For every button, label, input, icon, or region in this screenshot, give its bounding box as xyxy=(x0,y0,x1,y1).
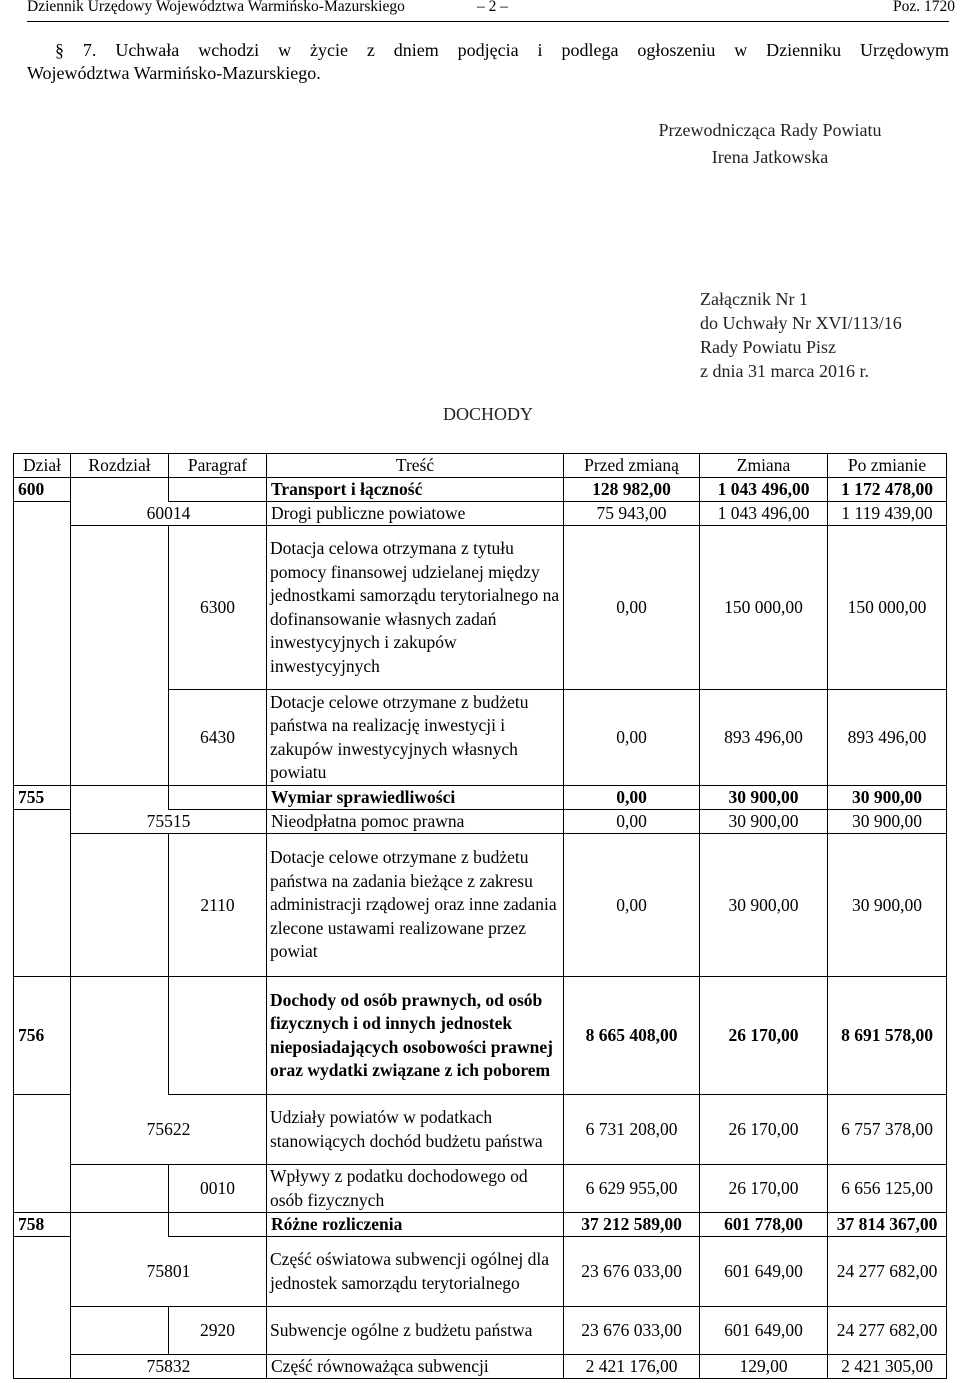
cell-przed: 37 212 589,00 xyxy=(564,1213,700,1237)
cell-rozdzial: 75801 xyxy=(71,1237,267,1307)
cell-po: 6 656 125,00 xyxy=(828,1165,947,1213)
cell-rozdzial xyxy=(71,977,169,1095)
cell-paragraf xyxy=(169,1213,267,1237)
cell-tresc: Udziały powiatów w podatkach stanowiących dochód budżetu państwa xyxy=(267,1095,564,1165)
cell-po: 24 277 682,00 xyxy=(828,1237,947,1307)
annex-block xyxy=(700,287,902,383)
cell-przed: 2 421 176,00 xyxy=(564,1355,700,1379)
header-dzial: Dział xyxy=(14,454,71,478)
header-paragraf: Paragraf xyxy=(169,454,267,478)
cell-po: 2 421 305,00 xyxy=(828,1355,947,1379)
cell-dzial: 600 xyxy=(14,478,71,502)
annex-line-3: Rady Powiatu Pisz xyxy=(700,337,837,357)
cell-paragraf: 6430 xyxy=(169,690,267,786)
header-rozdzial: Rozdział xyxy=(71,454,169,478)
cell-dzial: 755 xyxy=(14,786,71,810)
cell-rozdzial xyxy=(71,1307,169,1355)
cell-rozdzial xyxy=(71,526,169,786)
cell-paragraf: 0010 xyxy=(169,1165,267,1213)
table-row xyxy=(14,1213,947,1237)
cell-rozdzial xyxy=(71,1165,169,1213)
cell-po: 24 277 682,00 xyxy=(828,1307,947,1355)
cell-tresc: Dotacje celowe otrzymane z budżetu państwa na zadania bieżące z zakresu administracji rządowej oraz inne zadania zlecone ustawami realizowane przez powiat xyxy=(267,834,564,977)
cell-dzial xyxy=(14,502,71,786)
cell-tresc: Część oświatowa subwencji ogólnej dla jednostek samorządu terytorialnego xyxy=(267,1237,564,1307)
cell-zmiana: 129,00 xyxy=(700,1355,828,1379)
cell-przed: 0,00 xyxy=(564,526,700,690)
cell-tresc: Drogi publiczne powiatowe xyxy=(267,502,564,526)
cell-przed: 23 676 033,00 xyxy=(564,1307,700,1355)
cell-po: 30 900,00 xyxy=(828,810,947,834)
table-row xyxy=(14,502,947,526)
cell-przed: 128 982,00 xyxy=(564,478,700,502)
cell-przed: 23 676 033,00 xyxy=(564,1237,700,1307)
closing-paragraph xyxy=(27,39,949,85)
cell-po: 30 900,00 xyxy=(828,834,947,977)
table-row xyxy=(14,1307,947,1355)
cell-zmiana: 601 649,00 xyxy=(700,1307,828,1355)
cell-tresc: Dotacje celowe otrzymane z budżetu państwa na realizację inwestycji i zakupów inwestycyjnych własnych powiatu xyxy=(267,690,564,786)
cell-paragraf: 2110 xyxy=(169,834,267,977)
cell-rozdzial xyxy=(71,786,169,810)
table-row xyxy=(14,977,947,1095)
cell-tresc: Część równoważąca subwencji xyxy=(267,1355,564,1379)
signature-role: Przewodnicząca Rady Powiatu xyxy=(658,120,882,140)
page-header xyxy=(27,0,955,22)
table-row xyxy=(14,834,947,977)
cell-rozdzial: 75832 xyxy=(71,1355,267,1379)
cell-przed: 75 943,00 xyxy=(564,502,700,526)
position-number: Poz. 1720 xyxy=(893,0,955,15)
cell-rozdzial: 75622 xyxy=(71,1095,267,1165)
cell-tresc: Transport i łączność xyxy=(267,478,564,502)
cell-po: 6 757 378,00 xyxy=(828,1095,947,1165)
cell-zmiana: 26 170,00 xyxy=(700,977,828,1095)
cell-dzial: 756 xyxy=(14,977,71,1095)
table-row xyxy=(14,478,947,502)
header-zmiana: Zmiana xyxy=(700,454,828,478)
annex-line-2: do Uchwały Nr XVI/113/16 xyxy=(700,313,902,333)
cell-przed: 0,00 xyxy=(564,810,700,834)
header-przed: Przed zmianą xyxy=(564,454,700,478)
cell-przed: 6 731 208,00 xyxy=(564,1095,700,1165)
cell-rozdzial xyxy=(71,478,169,502)
cell-dzial: 758 xyxy=(14,1213,71,1237)
cell-zmiana: 30 900,00 xyxy=(700,810,828,834)
cell-dzial xyxy=(14,1095,71,1213)
cell-tresc: Wpływy z podatku dochodowego od osób fizycznych xyxy=(267,1165,564,1213)
cell-rozdzial xyxy=(71,1213,169,1237)
cell-paragraf xyxy=(169,478,267,502)
table-header-row xyxy=(14,454,947,478)
cell-rozdzial: 60014 xyxy=(71,502,267,526)
cell-zmiana: 601 649,00 xyxy=(700,1237,828,1307)
annex-line-4: z dnia 31 marca 2016 r. xyxy=(700,361,869,381)
journal-name: Dziennik Urzędowy Województwa Warmińsko-Mazurskiego xyxy=(27,0,405,15)
cell-paragraf xyxy=(169,786,267,810)
income-table xyxy=(13,453,947,1379)
cell-przed: 6 629 955,00 xyxy=(564,1165,700,1213)
table-row xyxy=(14,526,947,690)
page-number: – 2 – xyxy=(477,0,508,15)
table-row xyxy=(14,1165,947,1213)
cell-przed: 0,00 xyxy=(564,834,700,977)
cell-tresc: Dotacja celowa otrzymana z tytułu pomocy finansowej udzielanej między jednostkami samorządu terytorialnego na dofinansowanie własnych zadań inwestycyjnych i zakupów inwestycyjnych xyxy=(267,526,564,690)
cell-po: 8 691 578,00 xyxy=(828,977,947,1095)
signature-name: Irena Jatkowska xyxy=(711,147,829,167)
cell-dzial xyxy=(14,1237,71,1379)
cell-tresc: Dochody od osób prawnych, od osób fizycznych i od innych jednostek nieposiadających osobowości prawnej oraz wydatki związane z ich poborem xyxy=(267,977,564,1095)
cell-po: 893 496,00 xyxy=(828,690,947,786)
cell-zmiana: 893 496,00 xyxy=(700,690,828,786)
cell-rozdzial: 75515 xyxy=(71,810,267,834)
cell-zmiana: 1 043 496,00 xyxy=(700,478,828,502)
cell-zmiana: 30 900,00 xyxy=(700,834,828,977)
cell-zmiana: 26 170,00 xyxy=(700,1165,828,1213)
cell-dzial xyxy=(14,810,71,977)
cell-po: 1 172 478,00 xyxy=(828,478,947,502)
cell-zmiana: 601 778,00 xyxy=(700,1213,828,1237)
cell-po: 150 000,00 xyxy=(828,526,947,690)
cell-zmiana: 1 043 496,00 xyxy=(700,502,828,526)
cell-tresc: Subwencje ogólne z budżetu państwa xyxy=(267,1307,564,1355)
cell-zmiana: 26 170,00 xyxy=(700,1095,828,1165)
table-row xyxy=(14,1237,947,1307)
annex-line-1: Załącznik Nr 1 xyxy=(700,289,808,309)
cell-rozdzial xyxy=(71,834,169,977)
paragraph-line-1: § 7. Uchwała wchodzi w życie z dniem podjęcia i podlega ogłoszeniu w Dzienniku Urzędowym xyxy=(55,40,949,60)
header-po: Po zmianie xyxy=(828,454,947,478)
cell-zmiana: 30 900,00 xyxy=(700,786,828,810)
header-rule xyxy=(27,21,949,22)
table-row xyxy=(14,1095,947,1165)
table-row xyxy=(14,1355,947,1379)
cell-po: 30 900,00 xyxy=(828,786,947,810)
cell-po: 1 119 439,00 xyxy=(828,502,947,526)
cell-paragraf: 6300 xyxy=(169,526,267,690)
cell-paragraf xyxy=(169,977,267,1095)
cell-zmiana: 150 000,00 xyxy=(700,526,828,690)
cell-przed: 0,00 xyxy=(564,690,700,786)
cell-tresc: Różne rozliczenia xyxy=(267,1213,564,1237)
header-tresc: Treść xyxy=(267,454,564,478)
cell-przed: 8 665 408,00 xyxy=(564,977,700,1095)
section-title: DOCHODY xyxy=(443,404,533,424)
table-row xyxy=(14,810,947,834)
table-row xyxy=(14,786,947,810)
cell-tresc: Wymiar sprawiedliwości xyxy=(267,786,564,810)
cell-paragraf: 2920 xyxy=(169,1307,267,1355)
cell-przed: 0,00 xyxy=(564,786,700,810)
cell-po: 37 814 367,00 xyxy=(828,1213,947,1237)
paragraph-line-2: Województwa Warmińsko-Mazurskiego. xyxy=(27,63,321,83)
cell-tresc: Nieodpłatna pomoc prawna xyxy=(267,810,564,834)
